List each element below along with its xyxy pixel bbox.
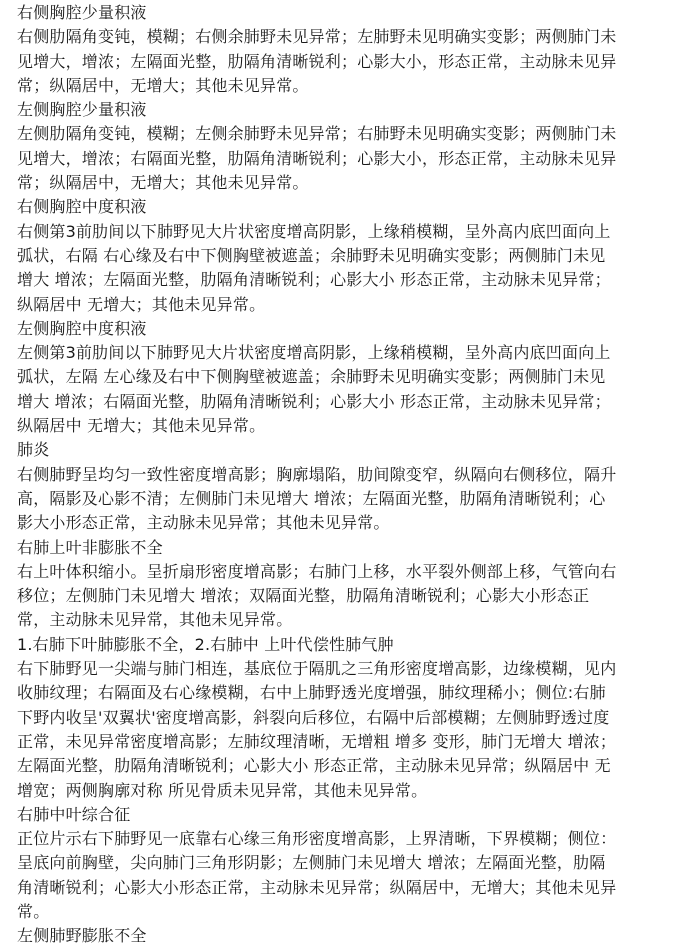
entry-body-line: 常，主动脉未见异常，其他未见异常。 — [17, 610, 293, 630]
entry-right-moderate-pleural-effusion — [17, 195, 685, 316]
entry-title: 左侧胸腔少量积液 — [17, 100, 147, 120]
entry-right-upper-lobe-atelectasis — [17, 536, 685, 633]
report-template-document — [17, 1, 685, 949]
entry-body-line: 右侧肺野呈均匀一致性密度增高影；胸廓塌陷，肋间隙变窄，纵隔向右侧移位，隔升 — [17, 464, 617, 484]
entry-body-line: 弧状，左隔 左心缘及右中下侧胸壁被遮盖；余肺野未见明确实变影；两侧肺门未见 — [17, 367, 606, 387]
entry-body-line: 收肺纹理；右隔面及右心缘模糊，右中上肺野透光度增强，肺纹理稀小；侧位:右肺 — [17, 683, 606, 703]
entry-body-line: 正位片示右下肺野见一底靠右心缘三角形密度增高影，上界清晰，下界模糊；侧位： — [17, 829, 617, 849]
entry-title: 右侧胸腔中度积液 — [17, 197, 147, 217]
entry-body-line: 右下肺野见一尖端与肺门相连，基底位于隔肌之三角形密度增高影，边缘模糊，见内 — [17, 659, 617, 679]
entry-body-line: 正常，未见异常密度增高影；左肺纹理清晰，无增粗 增多 变形，肺门无增大 增浓； — [17, 731, 617, 751]
entry-right-middle-lobe-syndrome — [17, 803, 685, 924]
entry-body-line: 影大小形态正常，主动脉未见异常；其他未见异常。 — [17, 513, 390, 533]
entry-body-line: 左侧肋隔角变钝，模糊；左侧余肺野未见异常；右肺野未见明确实变影；两侧肺门未 — [17, 124, 617, 144]
entry-left-moderate-pleural-effusion — [17, 317, 685, 438]
entry-body-line: 增大 增浓；左隔面光整，肋隔角清晰锐利；心影大小 形态正常，主动脉未见异常； — [17, 270, 611, 290]
entry-right-small-pleural-effusion — [17, 1, 685, 98]
entry-title: 左侧胸腔中度积液 — [17, 318, 147, 338]
entry-title: 右侧胸腔少量积液 — [17, 3, 147, 22]
entry-title: 左侧肺野膨胀不全 — [17, 926, 147, 946]
entry-body-line: 右上叶体积缩小。呈折扇形密度增高影；右肺门上移，水平裂外侧部上移，气管向右 — [17, 561, 617, 581]
entry-body-line: 见增大，增浓；右隔面光整，肋隔角清晰锐利；心影大小，形态正常，主动脉未见异 — [17, 148, 617, 168]
entry-title: 右肺中叶综合征 — [17, 804, 131, 824]
entry-title: 1.右肺下叶肺膨胀不全，2.右肺中 上叶代偿性肺气肿 — [17, 634, 394, 654]
entry-pneumonia — [17, 438, 685, 535]
entry-body-line: 呈底向前胸壁，尖向肺门三角形阴影；左侧肺门未见增大 增浓；左隔面光整，肋隔 — [17, 853, 606, 873]
entry-left-small-pleural-effusion — [17, 98, 685, 195]
entry-body-line: 右侧肋隔角变钝，模糊；右侧余肺野未见异常；左肺野未见明确实变影；两侧肺门未 — [17, 27, 617, 47]
entry-title: 肺炎 — [17, 440, 50, 460]
entry-body-line: 右侧第3前肋间以下肺野见大片状密度增高阴影，上缘稍模糊，呈外高内底凹面向上 — [17, 221, 611, 241]
entry-body-line: 弧状，右隔 右心缘及右中下侧胸壁被遮盖；余肺野未见明确实变影；两侧肺门未见 — [17, 245, 606, 265]
entry-body-line: 左隔面光整，肋隔角清晰锐利；心影大小 形态正常，主动脉未见异常；纵隔居中 无 — [17, 756, 611, 776]
entry-body-line: 高，隔影及心影不清；左侧肺门未见增大 增浓；左隔面光整，肋隔角清晰锐利；心 — [17, 488, 606, 508]
entry-body-line: 常；纵隔居中，无增大；其他未见异常。 — [17, 173, 309, 193]
entry-right-lower-lobe-atelectasis-emphysema — [17, 633, 685, 803]
entry-body-line: 纵隔居中 无增大；其他未见异常。 — [17, 416, 266, 436]
entry-body-line: 见增大，增浓；左隔面光整，肋隔角清晰锐利；心影大小，形态正常，主动脉未见异 — [17, 51, 617, 71]
entry-body-line: 纵隔居中 无增大；其他未见异常。 — [17, 294, 266, 314]
entry-body-line: 下野内收呈'双翼状'密度增高影，斜裂向后移位，右隔中后部模糊；左侧肺野透过度 — [17, 707, 610, 727]
entry-body-line: 常。 — [17, 901, 50, 921]
entry-body-line: 角清晰锐利；心影大小形态正常，主动脉未见异常；纵隔居中，无增大；其他未见异 — [17, 877, 617, 897]
entry-body-line: 增大 增浓；右隔面光整，肋隔角清晰锐利；心影大小 形态正常，主动脉未见异常； — [17, 391, 611, 411]
entry-title: 右肺上叶非膨胀不全 — [17, 537, 163, 557]
entry-body-line: 移位；左侧肺门未见增大 增浓；双隔面光整，肋隔角清晰锐利；心影大小形态正 — [17, 586, 590, 606]
entry-body-line: 增宽；两侧胸廓对称 所见骨质未见异常，其他未见异常。 — [17, 780, 428, 800]
entry-body-line: 常；纵隔居中，无增大；其他未见异常。 — [17, 75, 309, 95]
entry-left-lung-atelectasis — [17, 924, 685, 948]
entry-body-line: 左侧第3前肋间以下肺野见大片状密度增高阴影，上缘稍模糊，呈外高内底凹面向上 — [17, 343, 611, 363]
